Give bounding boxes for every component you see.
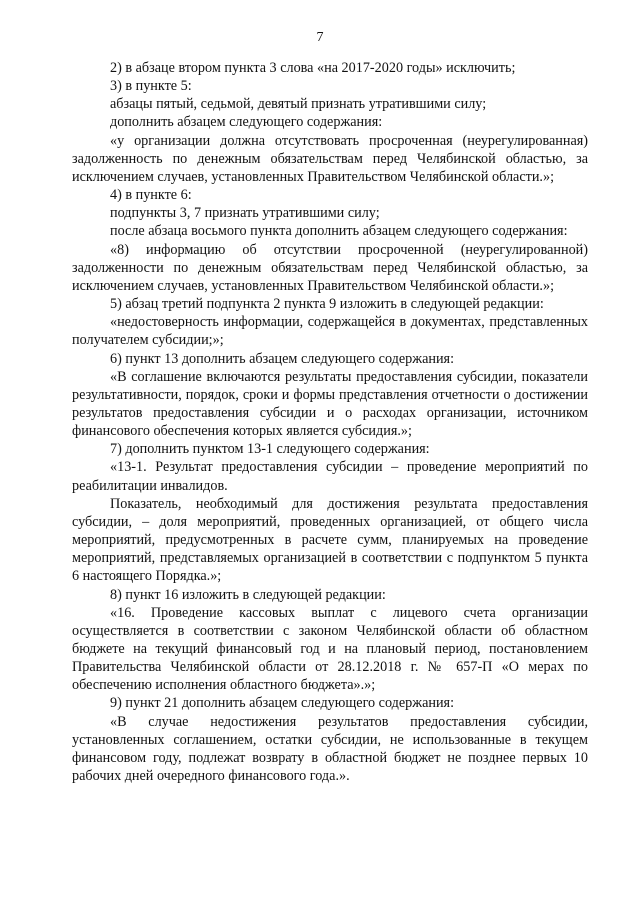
paragraph-5: «у организации должна отсутствовать просроченная (неурегулированная) задолженность по денежным обязательствам перед Челябинской областью, за исключением случаев, установленных Правительством Челябинской области.»; <box>72 132 588 185</box>
paragraph-16: Показатель, необходимый для достижения результата предоставления субсидии, – доля мероприятий, проведенных организацией, от общего числа мероприятий, предусмотренных в расчете сумм, планируемых на проведение мероприятий, представляемых организацией в соответствии с подпунктом 5 пункта 6 настоящего Порядка.»; <box>72 495 588 585</box>
paragraph-15: «13-1. Результат предоставления субсидии – проведение мероприятий по реабилитации инвалидов. <box>72 459 588 494</box>
paragraph-18: «16. Проведение кассовых выплат с лицевого счета организации осуществляется в соответствии с законом Челябинской области об областном бюджете на текущий финансовый год и на плановый период, постановлением Правительства Челябинской области от 28.12.2018 г. № 657-П «О мерах по обеспечению исполнения областного бюджета».»; <box>72 604 588 694</box>
paragraph-17: 8) пункт 16 изложить в следующей редакции: <box>110 586 386 603</box>
paragraph-12: 6) пункт 13 дополнить абзацем следующего содержания: <box>110 350 455 367</box>
paragraph-13: «В соглашение включаются результаты предоставления субсидии, показатели результативности, порядок, сроки и формы представления отчетности о достижении результатов предоставления субсидии и о расходах организации, источником финансового обеспечения которых является субсидия.»; <box>72 368 588 440</box>
paragraph-7: подпункты 3, 7 признать утратившими силу; <box>110 205 380 222</box>
paragraph-8: после абзаца восьмого пункта дополнить абзацем следующего содержания: <box>110 223 568 240</box>
paragraph-1: 2) в абзаце втором пункта 3 слова «на 2017-2020 годы» исключить; <box>110 60 516 76</box>
paragraph-10: 5) абзац третий подпункта 2 пункта 9 изложить в следующей редакции: <box>110 296 544 313</box>
paragraph-6: 4) в пункте 6: <box>110 187 192 204</box>
paragraph-20: «В случае недостижения результатов предоставления субсидии, установленных соглашением, остатки субсидии, не использованные в текущем финансовом году, подлежат возврату в областной бюджет не позднее первых 10 рабочих дней очередного финансового года.». <box>72 713 588 785</box>
paragraph-14: 7) дополнить пунктом 13-1 следующего содержания: <box>110 441 430 458</box>
page-number: 7 <box>316 30 324 45</box>
paragraph-4: дополнить абзацем следующего содержания: <box>110 114 383 131</box>
paragraph-9: «8) информацию об отсутствии просроченной (неурегулированной) задолженности по денежным обязательствам перед Челябинской областью, за исключением случаев, установленных Правительством Челябинской области.»; <box>72 241 588 294</box>
paragraph-3: абзацы пятый, седьмой, девятый признать утратившими силу; <box>110 96 487 113</box>
paragraph-19: 9) пункт 21 дополнить абзацем следующего содержания: <box>110 695 455 712</box>
document-body <box>72 59 588 785</box>
paragraph-11: «недостоверность информации, содержащейся в документах, представленных получателем субсидии;»; <box>72 314 588 349</box>
paragraph-2: 3) в пункте 5: <box>110 78 192 95</box>
